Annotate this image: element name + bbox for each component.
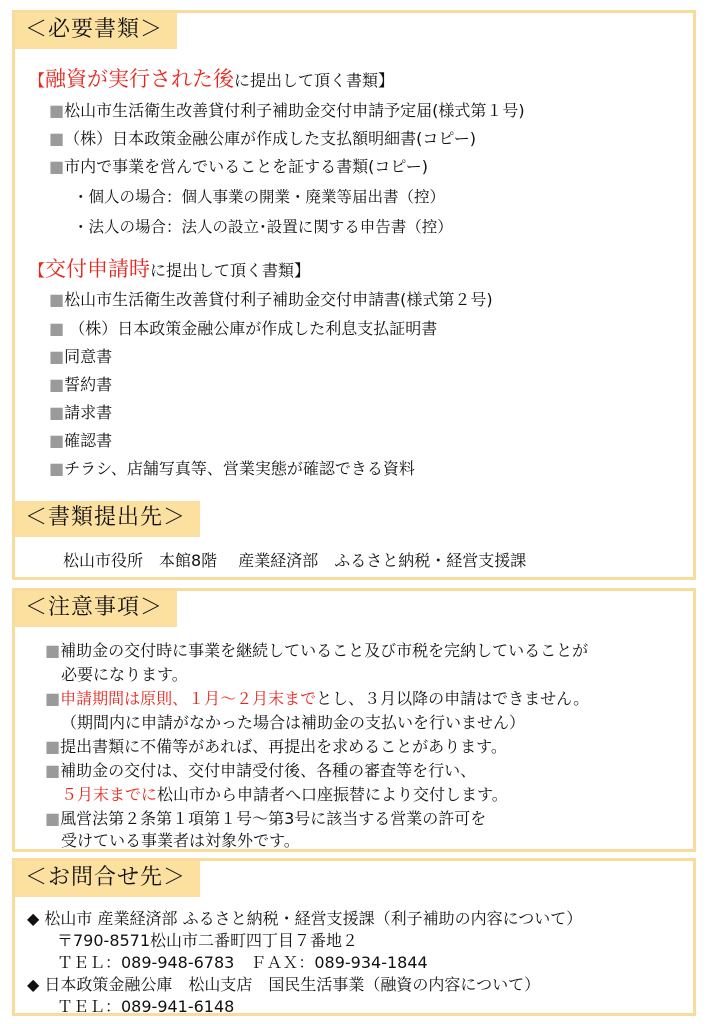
list-item-text: （株）日本政策金融公庫が作成した支払額明細書(コピー): [64, 129, 476, 148]
at-application-emphasis: 交付申請時: [45, 257, 151, 281]
bracket-open: 【: [29, 71, 46, 90]
diamond-icon: ◆: [27, 909, 40, 928]
contact-heading: ＜お問合せ先＞: [15, 861, 200, 897]
contact-panel: [12, 858, 696, 1016]
at-application-title: [29, 259, 310, 281]
list-item-text: 同意書: [64, 347, 113, 366]
note-text-rest: 松山市から申請者へ口座振替により交付します。: [157, 785, 508, 804]
note-item: [45, 761, 476, 781]
note-text: 風営法第２条第１項第１号～第3号に該当する営業の許可を: [60, 809, 487, 828]
diamond-icon: ◆: [27, 975, 40, 994]
sub-list-item: ・個人の場合：個人事業の開業・廃業等届出書（控）: [73, 188, 446, 206]
bullet-icon: ■: [45, 641, 61, 660]
list-item-text: （株）日本政策金融公庫が作成した利息支払証明書: [64, 319, 438, 338]
list-item: [49, 129, 476, 149]
required-documents-panel: [12, 10, 696, 580]
bullet-icon: ■: [49, 375, 65, 394]
note-text: 受けている事業者は対象外です。: [61, 831, 300, 850]
note-text: 必要になります。: [61, 665, 188, 684]
list-item: [49, 459, 415, 479]
note-item: [45, 641, 588, 661]
list-item: [49, 375, 112, 395]
list-item: [49, 347, 112, 367]
bullet-icon: ■: [45, 737, 61, 756]
submit-to-heading: ＜書類提出先＞: [15, 501, 200, 537]
contact-phone: ＴＥＬ：089-941-6148: [57, 997, 235, 1016]
contact-address: 〒790-8571松山市二番町四丁目７番地２: [57, 931, 359, 950]
list-item-text: 確認書: [64, 431, 113, 450]
bullet-icon: ■: [49, 459, 65, 478]
list-item-text: チラシ、店舗写真等、営業実態が確認できる資料: [64, 459, 415, 478]
note-emphasis: ５月末までに: [61, 785, 158, 804]
contact-item: [27, 909, 582, 929]
list-item: [49, 319, 437, 339]
list-item-text: 松山市生活衛生改善貸付利子補助金交付申請予定届(様式第１号): [64, 101, 525, 120]
after-loan-title: [29, 69, 394, 91]
bullet-icon: ■: [49, 319, 65, 338]
bullet-icon: ■: [45, 809, 61, 828]
list-item: [49, 403, 112, 423]
contact-item: [27, 975, 540, 995]
list-item-text: 請求書: [64, 403, 113, 422]
bullet-icon: ■: [45, 689, 61, 708]
required-documents-heading: ＜必要書類＞: [15, 13, 177, 49]
contact-name: 松山市 産業経済部 ふるさと納税・経営支援課（利子補助の内容について）: [44, 909, 583, 928]
list-item: [49, 431, 112, 451]
note-text: とし、３月以降の申請はできません。: [316, 689, 590, 708]
bullet-icon: ■: [49, 101, 65, 120]
note-text: 提出書類に不備等があれば、再提出を求めることがあります。: [60, 737, 507, 756]
list-item: [49, 101, 525, 121]
bullet-icon: ■: [49, 431, 65, 450]
submit-to-address: 松山市役所 本館8階 産業経済部 ふるさと納税・経営支援課: [63, 551, 527, 570]
list-item: [49, 290, 493, 310]
list-item-text: 松山市生活衛生改善貸付利子補助金交付申請書(様式第２号): [64, 290, 493, 309]
note-text: 補助金の交付は、交付申請受付後、各種の審査等を行い、: [60, 761, 477, 780]
bullet-icon: ■: [45, 761, 61, 780]
list-item-text: 誓約書: [64, 375, 113, 394]
list-item-text: 市内で事業を営んでいることを証する書類(コピー): [64, 157, 428, 176]
note-text: [61, 785, 508, 805]
bullet-icon: ■: [49, 347, 65, 366]
bullet-icon: ■: [49, 157, 65, 176]
sub-list-item: ・法人の場合：法人の設立･設置に関する申告書（控）: [73, 218, 453, 236]
note-text: 補助金の交付時に事業を継続していること及び市税を完納していることが: [60, 641, 589, 660]
note-emphasis: 申請期間は原則、１月～２月末まで: [60, 689, 317, 708]
note-text: （期間内に申請がなかった場合は補助金の支払いを行いません）: [61, 713, 526, 732]
notes-heading: ＜注意事項＞: [15, 591, 177, 627]
bullet-icon: ■: [49, 129, 65, 148]
note-item: [45, 809, 486, 829]
note-item: [45, 689, 589, 709]
after-loan-suffix: に提出して頂く書類】: [234, 71, 395, 90]
contact-name: 日本政策金融公庫 松山支店 国民生活事業（融資の内容について）: [44, 975, 541, 994]
after-loan-emphasis: 融資が実行された後: [45, 67, 235, 91]
notes-panel: [12, 588, 696, 852]
list-item: [49, 157, 428, 177]
contact-phone: ＴＥＬ：089-948-6783 ＦＡＸ：089-934-1844: [57, 953, 428, 972]
bullet-icon: ■: [49, 403, 65, 422]
at-application-suffix: に提出して頂く書類】: [150, 261, 311, 280]
bullet-icon: ■: [49, 290, 65, 309]
note-item: [45, 737, 507, 757]
bracket-open: 【: [29, 261, 46, 280]
